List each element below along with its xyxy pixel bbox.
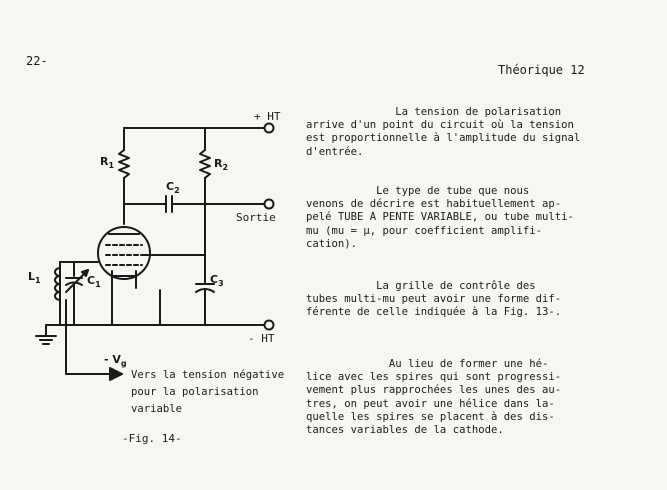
sortie-terminal	[265, 200, 274, 209]
plus-ht-terminal	[265, 124, 274, 133]
plus-ht-label: + HT	[254, 110, 281, 123]
r2-label: $R_2$	[214, 157, 229, 172]
page-header: Théorique 12	[498, 63, 585, 77]
vg-note: Vers la tension négative pour la polarisation variable	[131, 369, 285, 415]
sortie-label: Sortie	[236, 211, 276, 224]
minus-ht-terminal	[265, 321, 274, 330]
r2-resistor	[200, 150, 210, 178]
l1-label: $L_1$	[28, 270, 41, 285]
minus-ht-label: - HT	[248, 332, 275, 345]
figure-caption: -Fig. 14-	[122, 432, 182, 445]
paragraph-1: La tension de polarisation arrive d'un point du circuit où la tension est proportionnelle à l'amplitude du signal d'entrée.	[306, 106, 581, 158]
vg-arrowhead	[110, 368, 122, 380]
r1-label: $R_1$	[100, 155, 115, 170]
paragraph-4: Au lieu de former une hé- lice avec les spires qui sont progressi- vement plus rapprochées les unes des au- tres, on peut avoir une hélice dans la- quelle les spires se placent à des dis- tances variables de la cathode.	[306, 358, 562, 437]
paragraph-2: Le type de tube que nous venons de décrire est habituellement ap- pelé TUBE A PENTE VARIABLE, ou tube multi- mu (mu = µ, pour coefficient amplifi- cation).	[306, 185, 574, 250]
c3-label: $C_3$	[210, 273, 224, 288]
c1-label: $C_1$	[87, 274, 101, 289]
c2-label: $C_2$	[166, 180, 180, 195]
r1-resistor	[119, 150, 129, 178]
vg-label: - $V_g$	[104, 353, 127, 368]
paragraph-3: La grille de contrôle des tubes multi-mu peut avoir une forme dif- férente de celle indiquée à la Fig. 13-.	[306, 280, 562, 319]
tube-cathode	[112, 271, 136, 276]
page-number: 22-	[26, 54, 48, 68]
